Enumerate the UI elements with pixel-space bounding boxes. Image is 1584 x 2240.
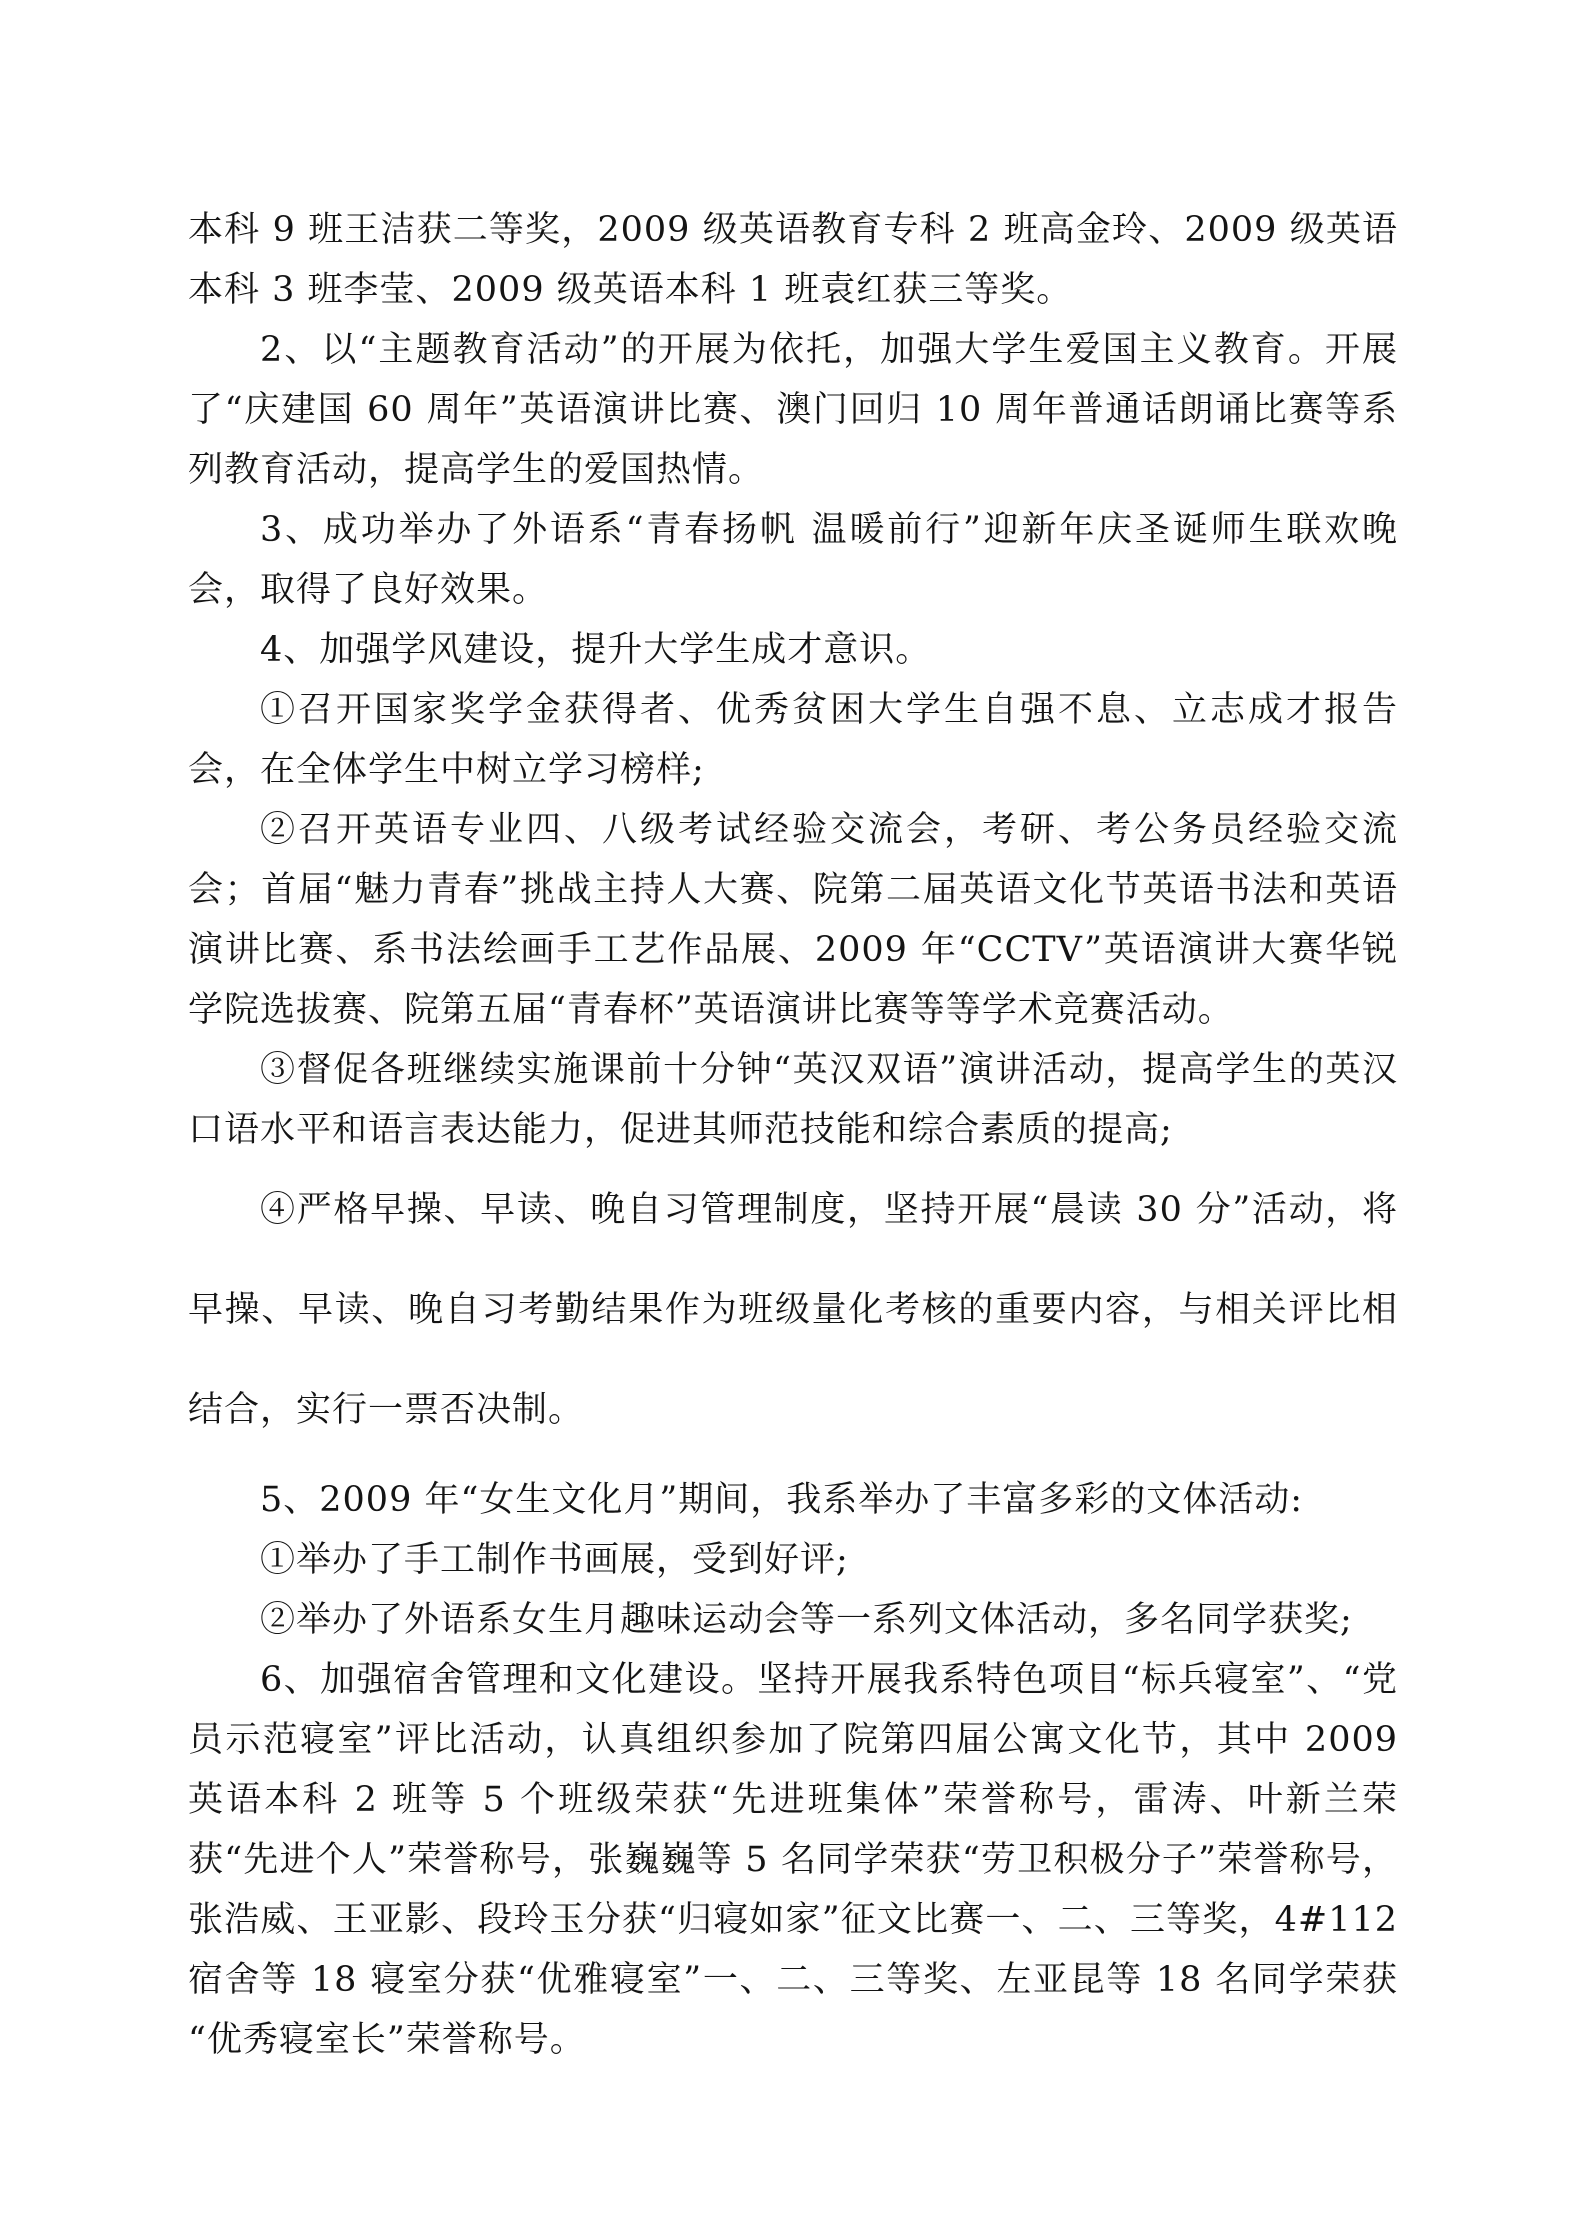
document-body: [188, 200, 1398, 2070]
paragraph-item-5-culture-month: 5、2009 年“女生文化月”期间，我系举办了丰富多彩的文体活动:: [260, 1480, 1304, 1520]
paragraph-item-5-sub-1: ①举办了手工制作书画展，受到好评;: [260, 1540, 849, 1580]
paragraph-item-2-patriotic-education: 2、以“主题教育活动”的开展为依托，加强大学生爱国主义教育。开展了“庆建国 60 周年”英语演讲比赛、澳门回归 10 周年普通话朗诵比赛等系列教育活动，提高学生的爱国热情。: [188, 330, 1398, 490]
paragraph-item-3-new-year-gala: 3、成功举办了外语系“青春扬帆 温暖前行”迎新年庆圣诞师生联欢晚会，取得了良好效果。: [188, 510, 1398, 610]
paragraph-item-4-sub-4: ④严格早操、早读、晚自习管理制度，坚持开展“晨读 30 分”活动，将早操、早读、晚自习考勤结果作为班级量化考核的重要内容，与相关评比相结合，实行一票否决制。: [188, 1190, 1398, 1430]
paragraph-item-4-sub-2: ②召开英语专业四、八级考试经验交流会，考研、考公务员经验交流会；首届“魅力青春”挑战主持人大赛、院第二届英语文化节英语书法和英语演讲比赛、系书法绘画手工艺作品展、2009 年“CCTV”英语演讲大赛华锐学院选拔赛、院第五届“青春杯”英语演讲比赛等等学术竞赛活动。: [188, 810, 1398, 1030]
paragraph-item-6-dormitory: 6、加强宿舍管理和文化建设。坚持开展我系特色项目“标兵寝室”、“党员示范寝室”评比活动，认真组织参加了院第四届公寓文化节，其中 2009 英语本科 2 班等 5 个班级荣获“先进班集体”荣誉称号，雷涛、叶新兰荣获“先进个人”荣誉称号，张巍巍等 5 名同学荣获“劳卫积极分子”荣誉称号，张浩威、王亚影、段玲玉分获“归寝如家”征文比赛一、二、三等奖，4#112 宿舍等 18 寝室分获“优雅寝室”一、二、三等奖、左亚昆等 18 名同学荣获 “优秀寝室长”荣誉称号。: [188, 1660, 1398, 2060]
paragraph-item-4-sub-1: ①召开国家奖学金获得者、优秀贫困大学生自强不息、立志成才报告会，在全体学生中树立学习榜样;: [188, 690, 1398, 790]
paragraph-item-4-study-style: 4、加强学风建设，提升大学生成才意识。: [260, 630, 932, 670]
paragraph-award-continuation: 本科 9 班王洁获二等奖，2009 级英语教育专科 2 班高金玲、2009 级英语本科 3 班李莹、2009 级英语本科 1 班袁红获三等奖。: [188, 210, 1398, 310]
paragraph-item-4-sub-3: ③督促各班继续实施课前十分钟“英汉双语”演讲活动，提高学生的英汉口语水平和语言表达能力，促进其师范技能和综合素质的提高;: [188, 1050, 1398, 1150]
paragraph-item-5-sub-2: ②举办了外语系女生月趣味运动会等一系列文体活动，多名同学获奖;: [260, 1600, 1353, 1640]
